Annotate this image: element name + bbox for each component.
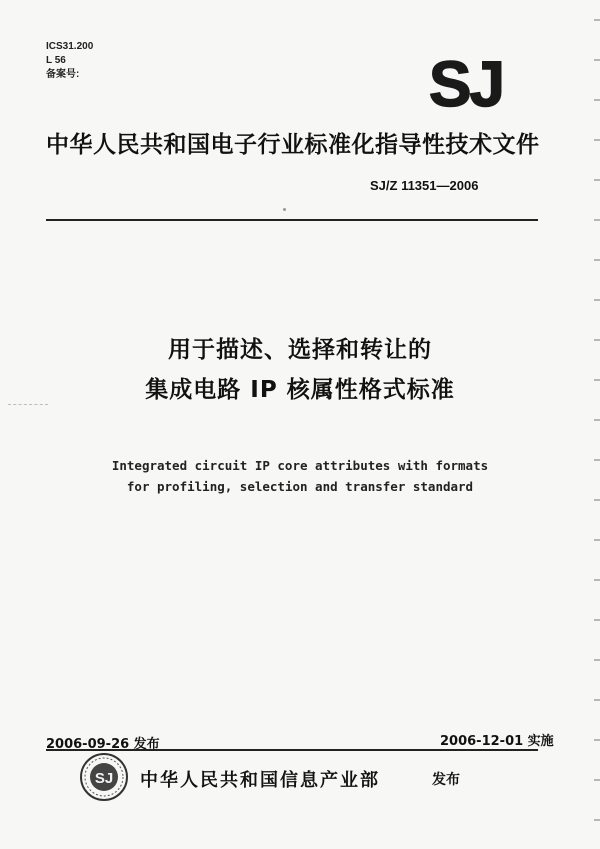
english-title-line2: for profiling, selection and transfer standard — [126, 479, 474, 494]
footer-divider — [46, 749, 538, 751]
industry-standard-header: 中华人民共和国电子行业标准化指导性技术文件 — [46, 132, 540, 158]
header-divider — [46, 219, 538, 221]
chinese-title — [0, 330, 600, 410]
scan-speck — [283, 208, 286, 211]
classification-code: L 56 — [46, 55, 66, 66]
english-title-line1: Integrated circuit IP core attributes with formats — [111, 458, 489, 473]
ics-code: ICS31.200 — [46, 41, 94, 52]
implementation-date: 2006-12-01 实施 — [440, 734, 554, 749]
chinese-title-line2: 集成电路 IP 核属性格式标准 — [145, 377, 455, 403]
english-title — [0, 455, 600, 497]
standard-number: SJ/Z 11351—2006 — [370, 178, 479, 193]
issue-date: 2006-09-26 发布 — [46, 737, 160, 752]
sj-logo-text: SJ — [428, 53, 504, 111]
publisher-name: 中华人民共和国信息产业部 — [140, 770, 380, 791]
ministry-seal-icon — [79, 752, 129, 802]
record-number-label: 备案号: — [46, 69, 80, 80]
sj-logo — [418, 53, 514, 111]
chinese-title-line1: 用于描述、选择和转让的 — [168, 337, 432, 363]
binding-edge-marks — [592, 0, 600, 849]
publisher-suffix: 发布 — [432, 772, 460, 788]
document-meta — [46, 40, 93, 82]
seal-text: SJ — [94, 770, 114, 787]
